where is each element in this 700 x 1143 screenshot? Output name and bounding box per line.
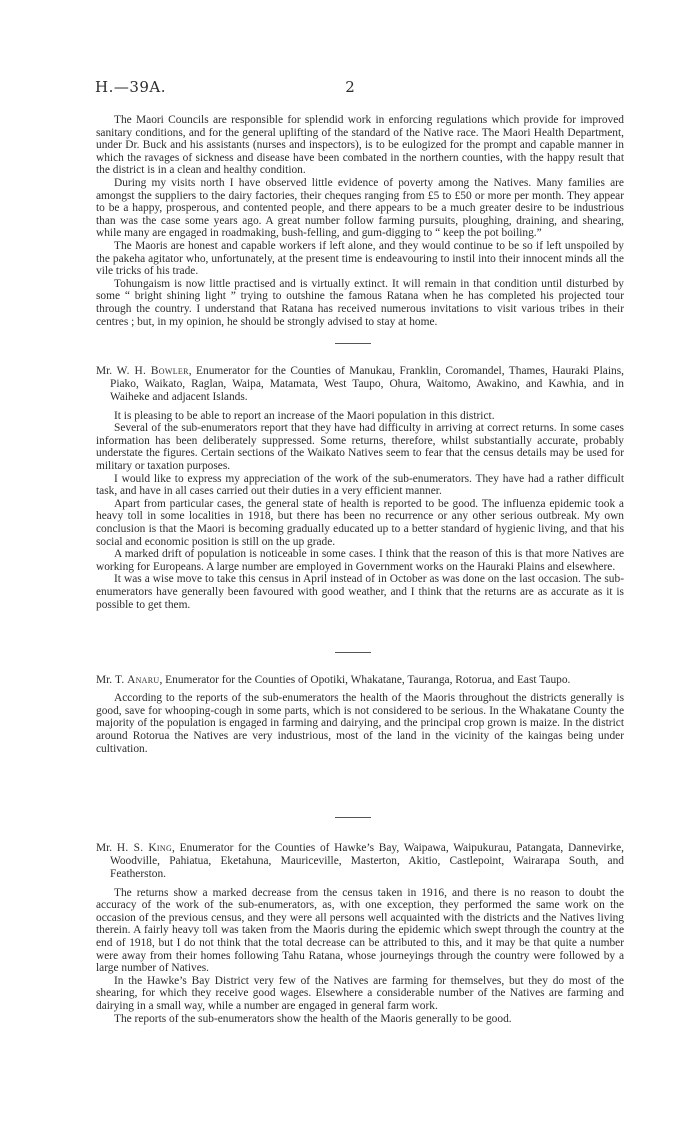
paragraph: It is pleasing to be able to report an increase of the Maori population in this district. — [114, 409, 495, 422]
paragraph: A marked drift of population is noticeable in some cases. I think that the reason of this is that more Natives are working for Europeans. A large number are employed in Government works on the Hauraki Plains and elsewhere. — [96, 548, 624, 573]
paragraph: The returns show a marked decrease from the census taken in 1916, and there is no reason to doubt the accuracy of the work of the sub-enumerators, as, with one exception, they performed the same work on the occasion of the previous census, and they were all persons well acquainted with the districts and the Natives living therein. A fairly heavy toll was taken from the Maoris during the epidemic which swept through the country at the end of 1918, but I do not think that the total decrease can be attributed to this, and it may be that quite a number were away from their homes following Tahu Ratana, whose journeyings through the country were followed by a large number of Natives. — [96, 886, 624, 975]
paragraph: Several of the sub-enumerators report that they have had difficulty in arriving at correct returns. In some cases information has been deliberately suppressed. Some returns, therefore, whilst substantially accurate, probably understate the figures. Certain sections of the Waikato Natives seem to fear that the census details may be used for military or taxation purposes. — [96, 422, 624, 472]
section-divider — [335, 343, 371, 344]
page-number: 2 — [345, 78, 355, 96]
heading-counties: , Enumerator for the Counties of Hawke’s Bay, Waipawa, Waipukurau, Patangata, Dannevirke, Woodville, Pahiatua, Eketahuna, Mauriceville, Masterton, Akitio, Castlepoint, Wairarapa South, and Featherston. — [110, 842, 624, 881]
enumerator-name: T. Anaru — [115, 674, 160, 686]
heading-prefix: Mr. — [96, 674, 115, 686]
paragraph: The reports of the sub-enumerators show the health of the Maoris generally to be good. — [114, 1012, 512, 1025]
enumerator-name: H. S. King — [116, 842, 173, 854]
paragraph: Apart from particular cases, the general state of health is reported to be good. The influenza epidemic took a heavy toll in some localities in 1918, but there has been no recurrence or any other serious outbreak. My own conclusion is that the Maori is becoming gradually educated up to a better standard of hygienic living, and that his social and economic position is still on the up grade. — [96, 497, 624, 548]
paragraph: The Maoris are honest and capable workers if left alone, and they would continue to be so if left unspoiled by the pakeha agitator who, unfortunately, at the present time is endeavouring to instil into their innocent minds all the vile tricks of his trade. — [96, 239, 624, 278]
heading-prefix: Mr. — [96, 842, 117, 854]
paragraph: According to the reports of the sub-enumerators the health of the Maoris throughout the districts generally is good, save for whooping-cough in some parts, which is not considered to be serious. In the Whakatane County the majority of the population is engaged in farming and dairying, and the principal crop grown is maize. In the district around Rotorua the Natives are very industrious, most of the land in the vicinity of the kaingas being under cultivation. — [96, 692, 624, 755]
section-divider — [335, 652, 371, 653]
report-anaru — [96, 674, 624, 755]
document-id: H.—39A. — [95, 78, 167, 96]
section-divider — [335, 817, 371, 818]
report-heading — [96, 842, 624, 882]
intro-section — [96, 114, 624, 328]
heading-prefix: Mr. — [96, 365, 117, 377]
paragraph: It was a wise move to take this census in April instead of in October as was done on the last occasion. The sub-enumerators have generally been favoured with good weather, and I think that the returns are as accurate as it is possible to get them. — [96, 573, 624, 611]
report-heading — [96, 674, 624, 687]
paragraph: Tohungaism is now little practised and is virtually extinct. It will remain in that condition until disturbed by some “ bright shining light ” trying to outshine the famous Ratana when he has completed his projected tour through the country. I understand that Ratana has received numerous invitations to visit various tribes in their centres ; but, in my opinion, he should be strongly advised to stay at home. — [96, 277, 624, 328]
report-heading — [96, 365, 624, 405]
heading-counties: , Enumerator for the Counties of Opotiki, Whakatane, Tauranga, Rotorua, and East Taupo. — [159, 674, 571, 686]
report-bowler — [96, 365, 624, 611]
enumerator-name: W. H. Bowler — [116, 365, 189, 377]
paragraph: In the Hawke’s Bay District very few of the Natives are farming for themselves, but they do most of the shearing, for which they receive good wages. Elsewhere a considerable number of the Natives are farming and dairying in a small way, while a number are engaged in general farm work. — [96, 974, 624, 1012]
heading-counties: , Enumerator for the Counties of Manukau, Franklin, Coromandel, Thames, Hauraki Plains, Piako, Waikato, Raglan, Waipa, Matamata, West Taupo, Ohura, Waitomo, Awakino, and Kawhia, and in Waiheke and adjacent Islands. — [110, 365, 624, 404]
paragraph: During my visits north I have observed little evidence of poverty among the Natives. Many families are amongst the suppliers to the dairy factories, their cheques ranging from £5 to £50 or more per month. They appear to be a happy, prosperous, and contented people, and there appears to be a much greater desire to be industrious than was the case some years ago. A great number follow farming pursuits, ploughing, draining, and shearing, while many are engaged in roadmaking, bush-felling, and gum-digging to “ keep the pot boiling.” — [96, 176, 624, 240]
page-header — [95, 78, 605, 98]
paragraph: The Maori Councils are responsible for splendid work in enforcing regulations which provide for improved sanitary conditions, and for the general uplifting of the standard of the Native race. The Maori Health Department, under Dr. Buck and his assistants (nurses and inspectors), is to be eulogized for the prompt and capable manner in which the ravages of sickness and disease have been combated in the northern counties, with the happy result that the district is in a clean and healthy condition. — [96, 114, 624, 177]
report-king — [96, 842, 624, 1025]
paragraph: I would like to express my appreciation of the work of the sub-enumerators. They have had a rather difficult task, and have in all cases carried out their duties in a very efficient manner. — [96, 472, 624, 498]
